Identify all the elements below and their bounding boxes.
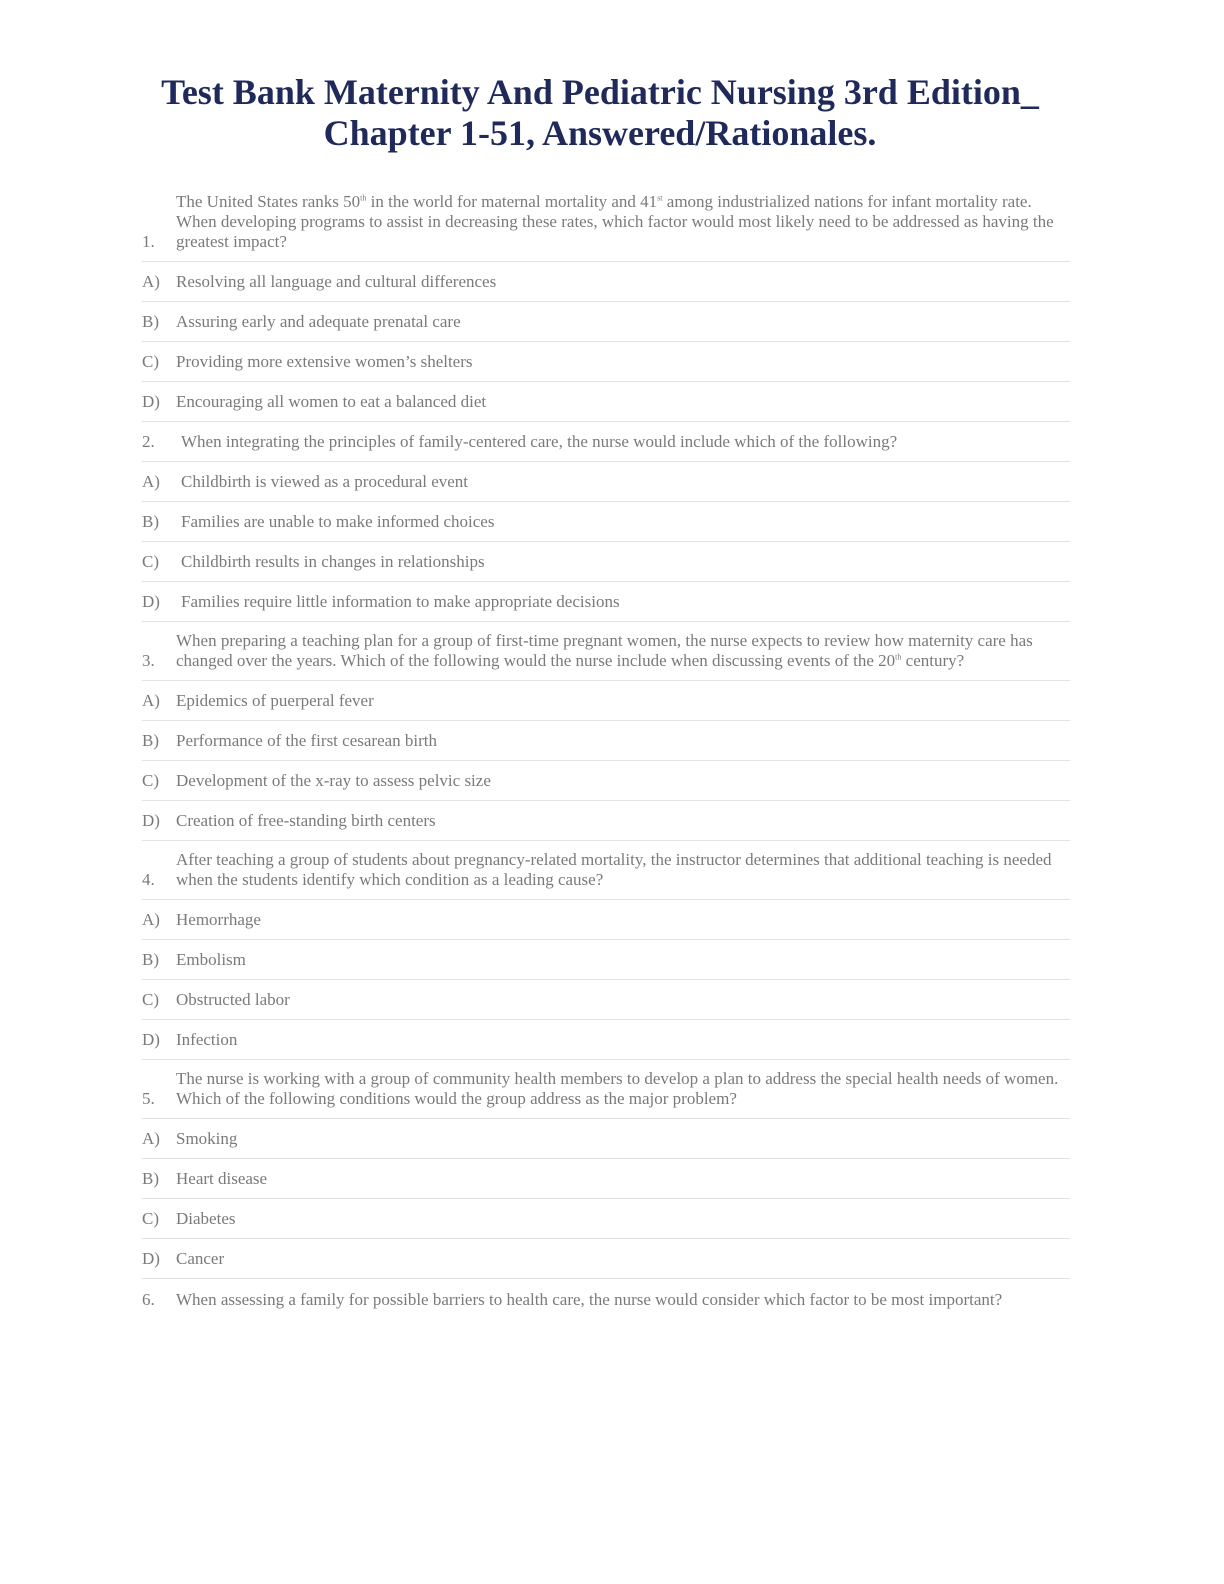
option-label: A) <box>142 691 160 710</box>
option-text: Families require little information to make appropriate decisions <box>181 592 620 611</box>
answer-option <box>142 900 1070 940</box>
answer-option <box>142 1159 1070 1199</box>
title-line-1: Test Bank Maternity And Pediatric Nursing 3rd Edition_ <box>161 72 1039 112</box>
option-label: D) <box>142 392 160 411</box>
question-number: 5. <box>142 1089 155 1108</box>
option-label: D) <box>142 592 160 611</box>
question-stem: The United States ranks 50th in the world for maternal mortality and 41st among industrialized nations for infant mortality rate. When developing programs to assist in decreasing these rates, which factor would most likely need to be addressed as having the greatest impact? <box>176 192 1054 251</box>
answer-option <box>142 1239 1070 1279</box>
question-number: 6. <box>142 1290 155 1309</box>
question-3 <box>142 622 1070 681</box>
option-label: A) <box>142 472 160 491</box>
question-number: 1. <box>142 232 155 251</box>
question-stem: After teaching a group of students about pregnancy-related mortality, the instructor determines that additional teaching is needed when the students identify which condition as a leading cause? <box>176 850 1052 889</box>
option-text: Encouraging all women to eat a balanced diet <box>176 392 487 411</box>
answer-option <box>142 502 1070 542</box>
option-label: D) <box>142 811 160 830</box>
option-label: C) <box>142 352 159 371</box>
option-text: Epidemics of puerperal fever <box>176 691 374 710</box>
answer-option <box>142 801 1070 841</box>
option-text: Obstructed labor <box>176 990 290 1009</box>
answer-option <box>142 262 1070 302</box>
answer-option <box>142 302 1070 342</box>
answer-option <box>142 940 1070 980</box>
option-label: C) <box>142 771 159 790</box>
question-number: 4. <box>142 870 155 889</box>
option-text: Smoking <box>176 1129 238 1148</box>
question-stem: The nurse is working with a group of community health members to develop a plan to address the special health needs of women. Which of the following conditions would the group address as the major problem? <box>176 1069 1059 1108</box>
option-label: C) <box>142 1209 159 1228</box>
answer-option <box>142 681 1070 721</box>
option-label: D) <box>142 1249 160 1268</box>
option-label: A) <box>142 1129 160 1148</box>
question-6 <box>142 1279 1070 1319</box>
option-label: A) <box>142 910 160 929</box>
answer-option <box>142 542 1070 582</box>
question-number: 2. <box>142 432 155 451</box>
answer-option <box>142 980 1070 1020</box>
answer-option <box>142 1020 1070 1060</box>
option-label: A) <box>142 272 160 291</box>
option-label: B) <box>142 1169 159 1188</box>
option-text: Diabetes <box>176 1209 236 1228</box>
option-label: C) <box>142 990 159 1009</box>
question-number: 3. <box>142 651 155 670</box>
option-text: Childbirth is viewed as a procedural event <box>181 472 469 491</box>
option-text: Hemorrhage <box>176 910 261 929</box>
answer-option <box>142 721 1070 761</box>
option-text: Families are unable to make informed choices <box>181 512 495 531</box>
page-title <box>100 72 1100 154</box>
answer-option <box>142 382 1070 422</box>
option-text: Heart disease <box>176 1169 268 1188</box>
answer-option <box>142 1119 1070 1159</box>
option-label: B) <box>142 512 159 531</box>
answer-option <box>142 462 1070 502</box>
title-line-2: Chapter 1-51, Answered/Rationales. <box>323 113 877 153</box>
question-stem: When assessing a family for possible barriers to health care, the nurse would consider which factor to be most important? <box>176 1290 1003 1309</box>
option-label: D) <box>142 1030 160 1049</box>
option-text: Embolism <box>176 950 246 969</box>
question-4 <box>142 841 1070 900</box>
question-stem: When integrating the principles of family-centered care, the nurse would include which of the following? <box>181 432 898 451</box>
question-2 <box>142 422 1070 462</box>
option-text: Development of the x-ray to assess pelvic size <box>176 771 491 790</box>
option-label: C) <box>142 552 159 571</box>
question-5 <box>142 1060 1070 1119</box>
option-text: Infection <box>176 1030 238 1049</box>
option-text: Providing more extensive women’s shelters <box>176 352 473 371</box>
option-text: Childbirth results in changes in relationships <box>181 552 485 571</box>
option-text: Cancer <box>176 1249 225 1268</box>
option-label: B) <box>142 950 159 969</box>
answer-option <box>142 761 1070 801</box>
option-text: Resolving all language and cultural differences <box>176 272 497 291</box>
question-stem: When preparing a teaching plan for a group of first-time pregnant women, the nurse expects to review how maternity care has changed over the years. Which of the following would the nurse include when discussing events of the 20th century? <box>176 631 1033 670</box>
option-label: B) <box>142 731 159 750</box>
option-text: Assuring early and adequate prenatal care <box>176 312 461 331</box>
question-list <box>142 191 1070 1319</box>
question-1 <box>142 191 1070 262</box>
answer-option <box>142 582 1070 622</box>
option-label: B) <box>142 312 159 331</box>
option-text: Creation of free-standing birth centers <box>176 811 436 830</box>
option-text: Performance of the first cesarean birth <box>176 731 438 750</box>
answer-option <box>142 1199 1070 1239</box>
answer-option <box>142 342 1070 382</box>
